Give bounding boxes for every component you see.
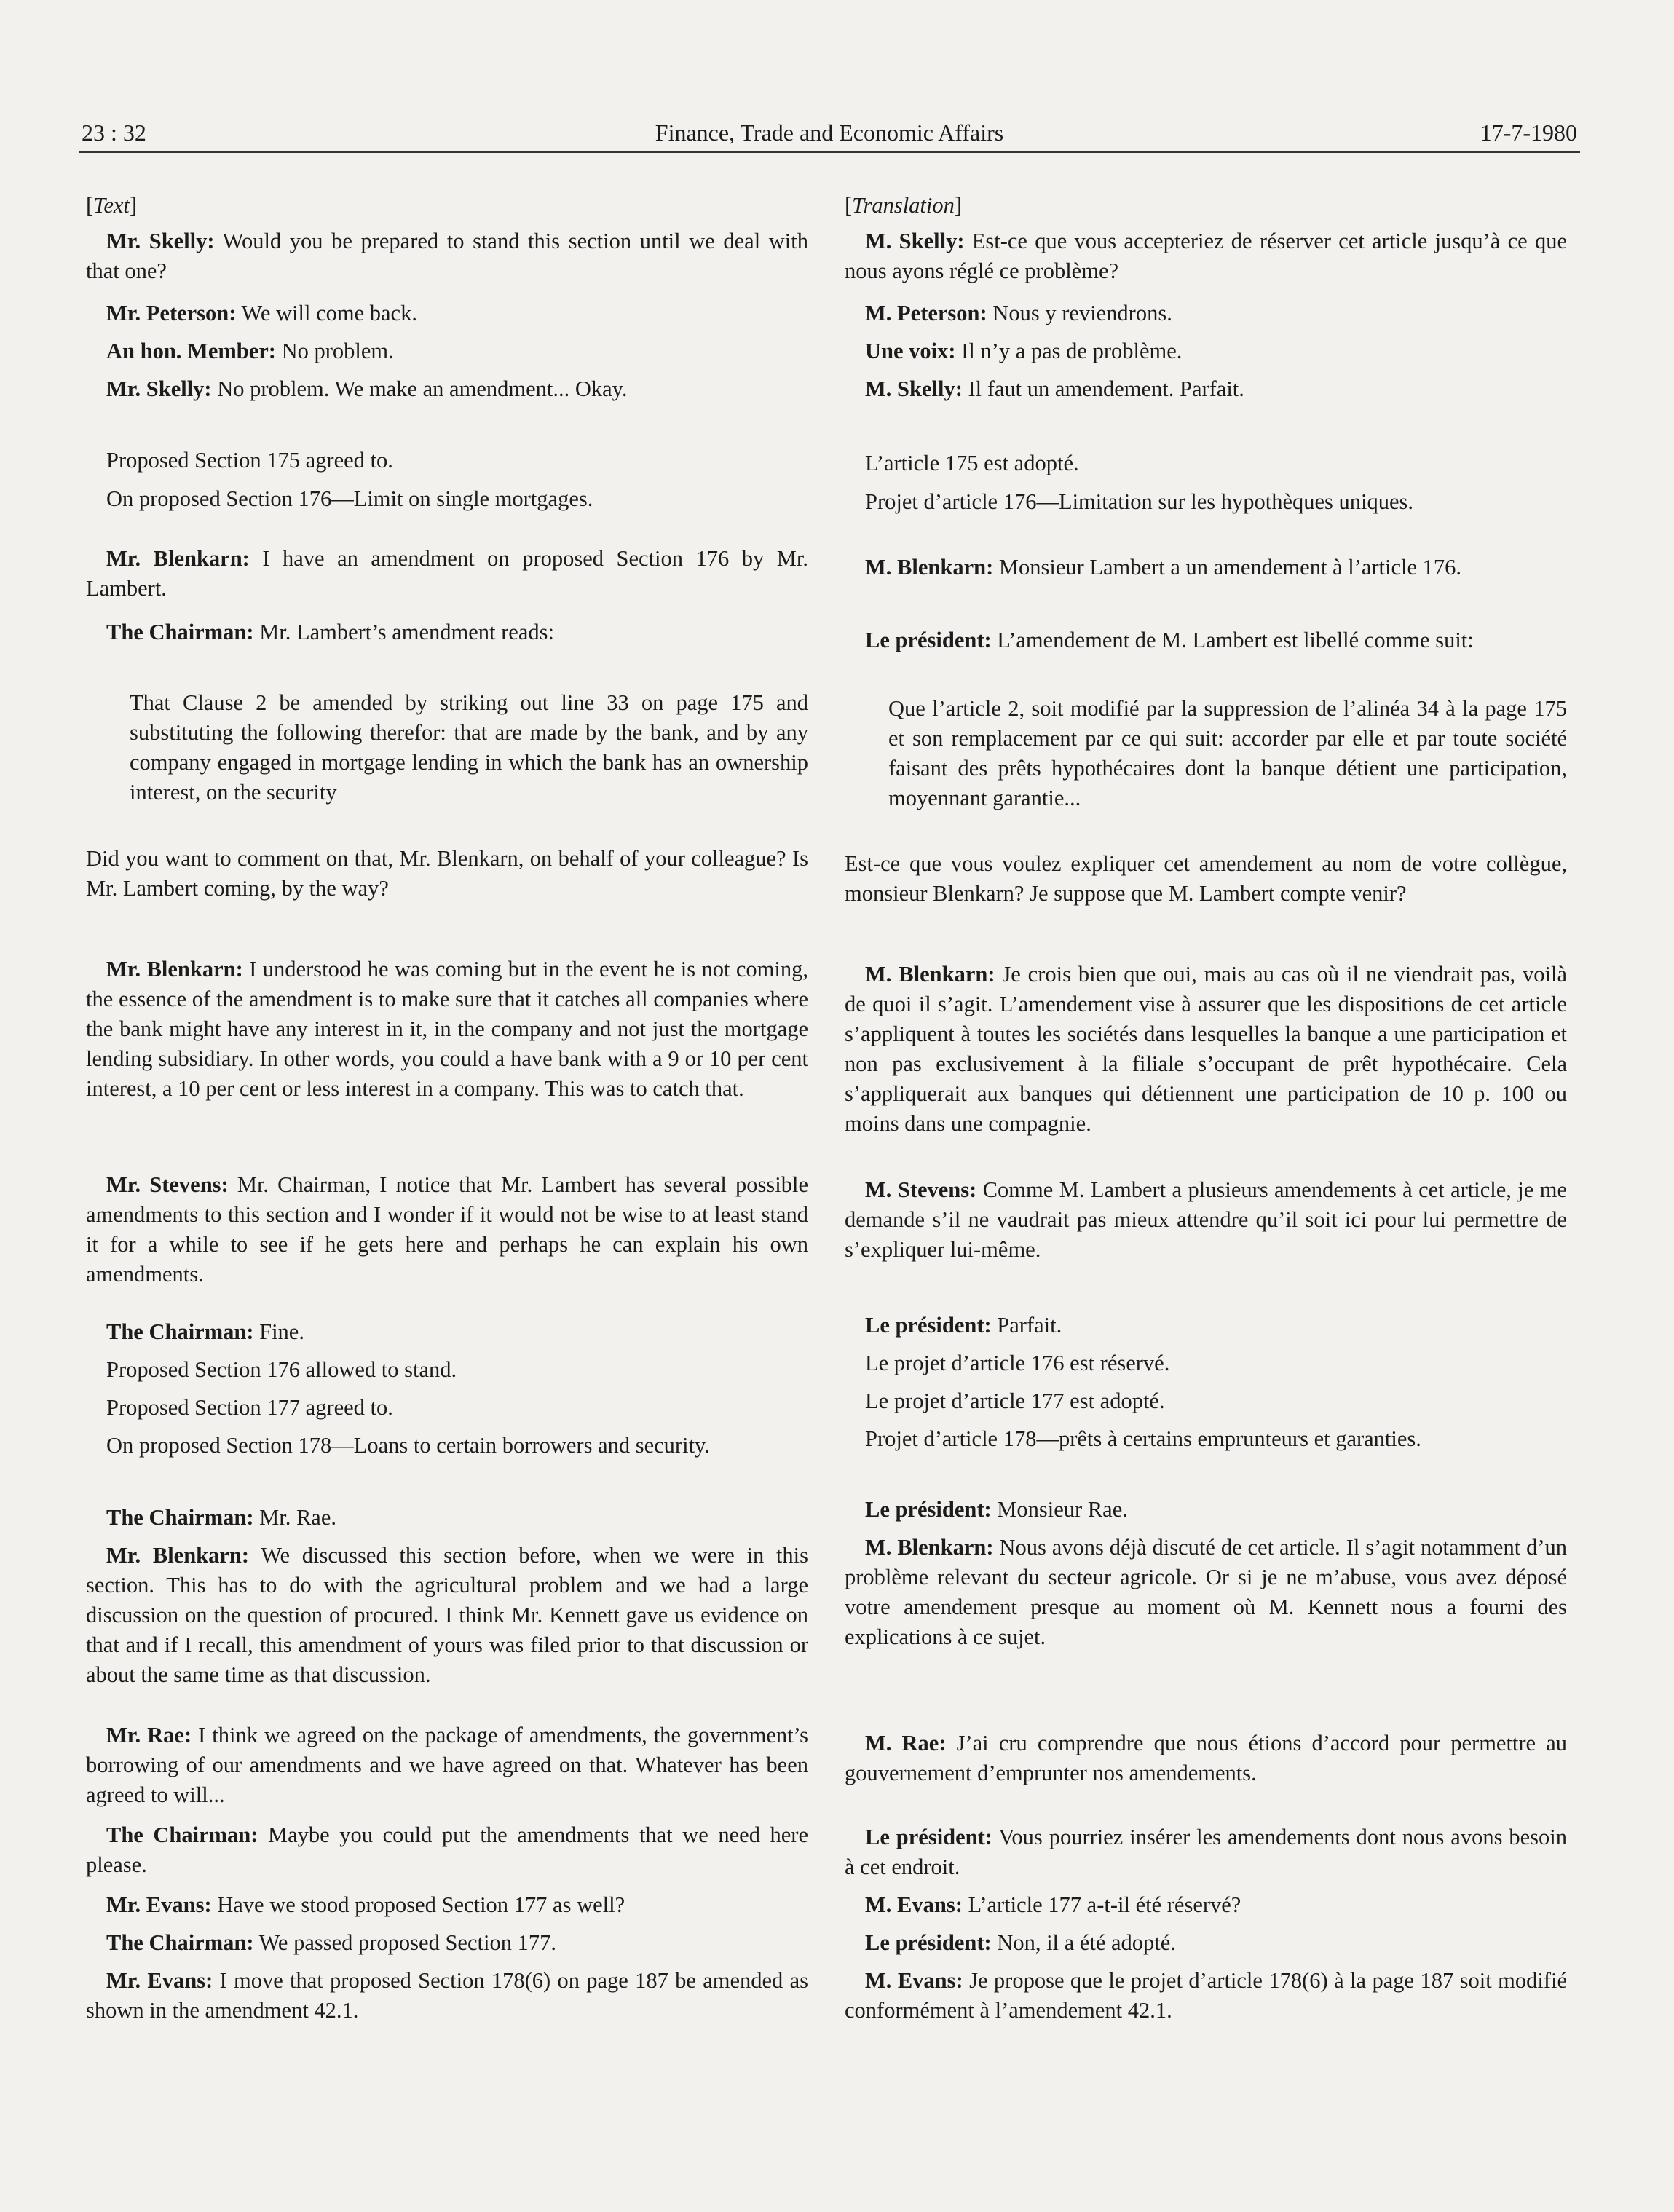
speaker: M. Evans: [865, 1892, 963, 1917]
statement: Mr. Blenkarn: We discussed this section before, when we were in this section. This has to do with the agricultural problem and we had a large discussion on the question of procured. I think Mr. Kennett gave us evidence on that and if I recall, this amendment of yours was filed prior to that discussion or about the same time as that discussion. [86, 1543, 808, 1687]
statement: Le président: Parfait. [865, 1313, 1062, 1338]
speaker: Mr. Blenkarn: [106, 546, 250, 571]
statement: M. Blenkarn: Monsieur Lambert a un amendement à l’article 176. [865, 555, 1462, 580]
column-heading: [Translation] [845, 193, 963, 218]
statement: The Chairman: We passed proposed Section 177. [106, 1930, 556, 1955]
statement: Mr. Peterson: We will come back. [106, 301, 417, 325]
speaker: Mr. Blenkarn: [106, 957, 243, 981]
speaker: The Chairman: [106, 1505, 254, 1530]
speaker: The Chairman: [106, 620, 254, 644]
statement: M. Skelly: Il faut un amendement. Parfait. [865, 376, 1244, 401]
speaker: M. Blenkarn: [865, 1535, 994, 1560]
statement: The Chairman: Mr. Lambert’s amendment reads: [106, 620, 554, 644]
speaker: Mr. Peterson: [106, 301, 237, 325]
statement: M. Stevens: Comme M. Lambert a plusieurs amendements à cet article, je me demande s’il ne vaudrait pas mieux attendre qu’il soit ici pour lui permettre de s’expliquer lui-même. [845, 1177, 1567, 1262]
procedural-note: On proposed Section 176—Limit on single mortgages. [106, 486, 593, 511]
statement: M. Evans: Je propose que le projet d’article 178(6) à la page 187 soit modifié conformément à l’amendement 42.1. [845, 1968, 1567, 2023]
procedural-note: Projet d’article 176—Limitation sur les hypothèques uniques. [865, 489, 1414, 514]
statement: Mr. Skelly: Would you be prepared to stand this section until we deal with that one? [86, 229, 808, 283]
speaker: M. Rae: [865, 1731, 947, 1755]
statement: The Chairman: Mr. Rae. [106, 1505, 337, 1530]
speaker: M. Blenkarn: [865, 962, 995, 987]
statement: M. Rae: J’ai cru comprendre que nous étions d’accord pour permettre au gouvernement d’emprunter nos amendements. [845, 1731, 1567, 1785]
statement: Mr. Evans: I move that proposed Section 178(6) on page 187 be amended as shown in the amendment 42.1. [86, 1968, 808, 2023]
procedural-note: L’article 175 est adopté. [865, 451, 1079, 475]
speaker: M. Peterson: [865, 301, 987, 325]
procedural-note: Le projet d’article 177 est adopté. [865, 1389, 1165, 1413]
speaker: Le président: [865, 1930, 992, 1955]
statement: Le président: Non, il a été adopté. [865, 1930, 1176, 1955]
page-number: 23 : 32 [82, 119, 146, 146]
statement: The Chairman: Fine. [106, 1319, 304, 1344]
speaker: Mr. Skelly: [106, 376, 212, 401]
speaker: M. Skelly: [865, 376, 963, 401]
procedural-note: Projet d’article 178—prêts à certains emprunteurs et garanties. [865, 1426, 1421, 1451]
amendment-quote: That Clause 2 be amended by striking out line 33 on page 175 and substituting the following therefor: that are made by the bank, and by any company engaged in mortgage lending in which the bank has an ownership interest, on the security [130, 690, 808, 805]
publication-date: 17-7-1980 [1480, 119, 1577, 146]
procedural-note: Proposed Section 175 agreed to. [106, 448, 393, 473]
statement: M. Skelly: Est-ce que vous accepteriez de réserver cet article jusqu’à ce que nous ayons réglé ce problème? [845, 229, 1567, 283]
speaker: M. Blenkarn: [865, 555, 994, 580]
speaker: M. Stevens: [865, 1177, 977, 1202]
speaker: Mr. Evans: [106, 1968, 213, 1993]
speaker: The Chairman: [106, 1822, 258, 1847]
statement: Mr. Evans: Have we stood proposed Section 177 as well? [106, 1892, 625, 1917]
speaker: Mr. Evans: [106, 1892, 212, 1917]
statement: M. Evans: L’article 177 a-t-il été réservé? [865, 1892, 1241, 1917]
speaker: Le président: [865, 1825, 992, 1849]
speaker: M. Skelly: [865, 229, 965, 253]
column-heading: [Text] [86, 193, 138, 218]
speaker: M. Evans: [865, 1968, 963, 1993]
statement: Le président: Monsieur Rae. [865, 1497, 1128, 1522]
procedural-note: Le projet d’article 176 est réservé. [865, 1351, 1170, 1375]
speaker: Le président: [865, 1497, 992, 1522]
statement: M. Blenkarn: Nous avons déjà discuté de cet article. Il s’agit notamment d’un problème relevant du secteur agricole. Or si je ne m’abuse, vous avez déposé votre amendement presque au moment où M. Kennett nous a fourni des explications à ce sujet. [845, 1535, 1567, 1649]
page-header [79, 114, 1580, 153]
speaker: Le président: [865, 628, 992, 652]
statement: Mr. Stevens: Mr. Chairman, I notice that Mr. Lambert has several possible amendments to this section and I wonder if it would not be wise to at least stand it for a while to see if he gets here and perhaps he can explain his own amendments. [86, 1172, 808, 1287]
speaker: Mr. Stevens: [106, 1172, 229, 1197]
statement: The Chairman: Maybe you could put the amendments that we need here please. [86, 1822, 808, 1877]
speaker: An hon. Member: [106, 339, 276, 363]
speaker: The Chairman: [106, 1930, 254, 1955]
speaker: Mr. Rae: [106, 1723, 192, 1747]
statement: Le président: Vous pourriez insérer les amendements dont nous avons besoin à cet endroit. [845, 1825, 1567, 1879]
statement: M. Peterson: Nous y reviendrons. [865, 301, 1172, 325]
statement: An hon. Member: No problem. [106, 339, 394, 363]
statement: Mr. Blenkarn: I have an amendment on proposed Section 176 by Mr. Lambert. [86, 546, 808, 601]
speaker: Mr. Blenkarn: [106, 1543, 250, 1568]
statement: M. Blenkarn: Je crois bien que oui, mais au cas où il ne viendrait pas, voilà de quoi il s’agit. L’amendement vise à assurer que les dispositions de cet article s’appliquent à toutes les sociétés dans lesquelles la banque a une participation et non pas exclusivement à la filiale s’occupant de prêt hypothécaire. Cela s’appliquerait aux banques qui détiennent une participation de 10 p. 100 ou moins dans une compagnie. [845, 962, 1567, 1136]
procedural-note: Proposed Section 177 agreed to. [106, 1395, 393, 1420]
statement: Mr. Blenkarn: I understood he was coming but in the event he is not coming, the essence of the amendment is to make sure that it catches all companies where the bank might have any interest in it, in the company and not just the mortgage lending subsidiary. In other words, you could a have bank with a 9 or 10 per cent interest, a 10 per cent or less interest in a company. This was to catch that. [86, 957, 809, 1101]
amendment-quote: Que l’article 2, soit modifié par la suppression de l’alinéa 34 à la page 175 et son remplacement par ce qui suit: accorder par elle et par toute société faisant des prêts hypothécaires dont la banque détient une participation, moyennant garantie... [888, 696, 1567, 810]
statement: Did you want to comment on that, Mr. Blenkarn, on behalf of your colleague? Is Mr. Lambert coming, by the way? [86, 846, 808, 901]
speaker: Mr. Skelly: [106, 229, 215, 253]
speaker: Une voix: [865, 339, 956, 363]
procedural-note: Proposed Section 176 allowed to stand. [106, 1357, 457, 1382]
publication-title: Finance, Trade and Economic Affairs [655, 119, 1004, 146]
procedural-note: On proposed Section 178—Loans to certain borrowers and security. [106, 1433, 710, 1458]
statement: Est-ce que vous voulez expliquer cet amendement au nom de votre collègue, monsieur Blenkarn? Je suppose que M. Lambert compte venir? [845, 851, 1567, 906]
speaker: The Chairman: [106, 1319, 254, 1344]
statement: Le président: L’amendement de M. Lambert est libellé comme suit: [865, 628, 1474, 652]
statement: Une voix: Il n’y a pas de problème. [865, 339, 1183, 363]
statement: Mr. Rae: I think we agreed on the package of amendments, the government’s borrowing of our amendments and we have agreed on that. Whatever has been agreed to will... [86, 1723, 808, 1807]
statement: Mr. Skelly: No problem. We make an amendment... Okay. [106, 376, 628, 401]
speaker: Le président: [865, 1313, 992, 1338]
